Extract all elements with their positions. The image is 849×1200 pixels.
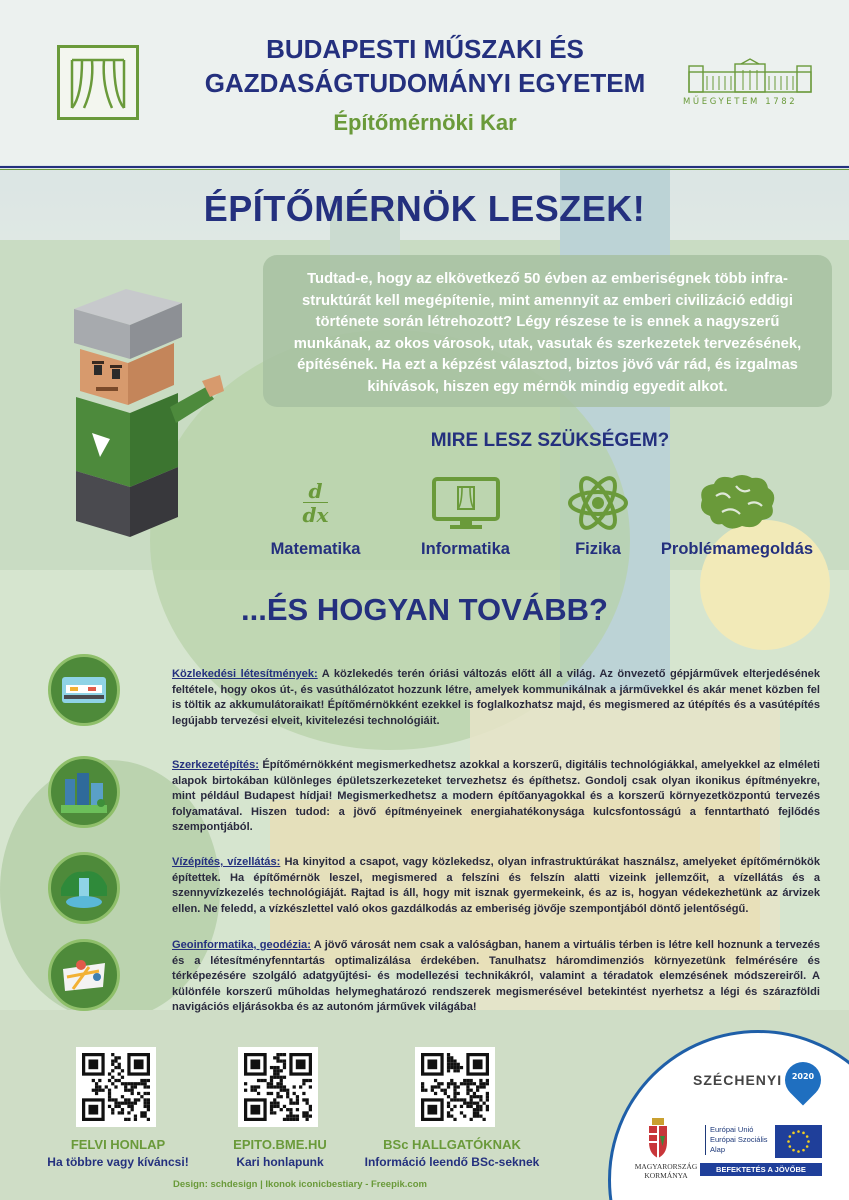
skill-label: Problémamegoldás bbox=[660, 540, 814, 558]
header-divider-secondary bbox=[0, 169, 849, 170]
faculty-name: Építőmérnöki Kar bbox=[333, 110, 517, 135]
skill-label: Fizika bbox=[575, 540, 621, 558]
topic-body: A jövő városát nem csak a valóságban, hanem a virtuális térben is létre kell hoznunk a tervezés és a létesítményfenntartás optimalizálása érdekében. Tanulhatsz háromdimenziós környezetünk felmérésére és térképezésére szolgáló adatgyűjtési- és modellezési technikákról, valamint a téradatok elemzésének módszereiről. A különféle korszerű műholdas helymeghatározó rendszerek megismerésével betekintést nyerhetsz a légi és szárazföldi navigációs eljárásokba és az autonóm járművek világába! bbox=[172, 939, 820, 1014]
topic-body: Ha kinyitod a csapot, vagy közlekedsz, olyan infrastruktúrákat használsz, amelyeket építőmérnökök építettek. Ha építőmérnök leszel, megismered a felszíni és felszín alatti vizeink jellemzőit, a vízellátás és a szennyvízkezelés technológiáját. Rajtad is áll, hogy mit isznak gyermekeink, és az is, hogyan védekezhetünk az árvizek ellen. Ne feledd, a vízkészlettel való okos gazdálkodás az emberiség jövője szempontjából döntő jelentőségű. bbox=[172, 856, 821, 915]
slogan-banner: BEFEKTETÉS A JÖVŐBE bbox=[700, 1163, 822, 1176]
university-building-icon bbox=[685, 58, 815, 94]
topic-heading: Vízépítés, vízellátás: bbox=[172, 856, 281, 868]
waterfall-icon bbox=[48, 852, 120, 924]
topic-geoinformatics bbox=[172, 938, 820, 1016]
section-title: ...ÉS HOGYAN TOVÁBB? bbox=[241, 592, 608, 627]
engineer-character-illustration bbox=[66, 287, 256, 547]
skill-problem-solving bbox=[647, 472, 827, 559]
topic-traffic bbox=[172, 667, 820, 729]
skill-mathematics bbox=[258, 472, 373, 559]
university-name: BUDAPESTI MŰSZAKI ÉS GAZDASÁGTUDOMÁNYI EGYETEM bbox=[204, 34, 646, 98]
atom-icon bbox=[566, 472, 630, 534]
topic-heading: Szerkezetépítés: bbox=[172, 759, 259, 771]
qr-code-felvi[interactable] bbox=[76, 1047, 156, 1127]
topic-body: Építőmérnökként megismerkedhetsz azokkal a korszerű, digitális technológiákkal, amelyekkel az elméleti alapok birtokában különleges épületszerkezeteket tervezhetsz és építhetsz. Gondolj csak olyan ikonikus építményekre, mint például Budapest hídjai! Megismerkedhetsz a modern építőanyagokkal és a korszerű környezetközpontú tervezés folyamatával. Hiszen tudod: a jövő építményeinek energiahatékonysága kulcsfontosságú a fenntartható fejlődés szempontjából. bbox=[172, 759, 820, 834]
skill-informatics bbox=[408, 472, 523, 559]
building-caption: MŰEGYETEM 1782 bbox=[683, 97, 798, 107]
page-title: ÉPÍTŐMÉRNÖK LESZEK! bbox=[203, 188, 646, 229]
qr-subtitle-kari: Kari honlapunk bbox=[236, 1155, 324, 1169]
qr-code-bsc[interactable] bbox=[415, 1047, 495, 1127]
intro-text: Tudtad-e, hogy az elkövetkező 50 évben az emberiségnek több infrastruktúrát kell megépítenie, mint amennyit az emberi civilizáció eddigi története során létrehozott? Légy részese te is ennek a nagyszerű munkának, az okos városok, utak, vasutak és szerkezetek tervezésének, építésének. Ha ezt a képzést választod, biztos jövő vár rád, és izgalmas kihívások, hiszen egy mérnök mindig egyedit alkot. bbox=[293, 271, 802, 395]
qr-title-felvi: FELVI HONLAP bbox=[70, 1137, 166, 1152]
map-icon bbox=[48, 939, 120, 1011]
skill-label: Informatika bbox=[421, 540, 510, 558]
intro-box bbox=[263, 255, 832, 407]
qr-subtitle-felvi: Ha többre vagy kíváncsi! bbox=[47, 1155, 189, 1169]
eu-fund-label: Európai Unió Európai Szociális Alap bbox=[705, 1125, 768, 1155]
topic-body: A közlekedés terén óriási változás előtt áll a világ. Az önvezető gépjárművek elterjedésének feltétele, hogy okos út-, és vasúthálózatot hozzunk létre, amelyek kommunikálnak a járművekkel és akár menet közben fel is töltik az akkumulátoraikat! Építőmérnökként ezekkel is foglalkozhatsz majd, és megismered az útépítés és a vasútépítés legújabb tervezési elveit, kivitelezési technológiáit. bbox=[172, 668, 820, 727]
city-icon bbox=[48, 756, 120, 828]
qr-code-kari[interactable] bbox=[238, 1047, 318, 1127]
coat-of-arms-icon bbox=[647, 1118, 669, 1158]
qr-title-kari: EPITO.BME.HU bbox=[233, 1137, 327, 1152]
brain-icon bbox=[696, 472, 778, 534]
skill-label: Matematika bbox=[270, 540, 361, 558]
government-label: MAGYARORSZÁG KORMÁNYA bbox=[634, 1162, 698, 1180]
design-credit: Design: schdesign | Ikonok iconicbestiary - Freepik.com bbox=[173, 1179, 427, 1190]
qr-subtitle-bsc: Információ leendő BSc-seknek bbox=[364, 1155, 540, 1169]
monitor-icon bbox=[430, 475, 502, 531]
topic-heading: Közlekedési létesítmények: bbox=[172, 668, 318, 680]
faculty-logo bbox=[57, 45, 139, 120]
skills-title: MIRE LESZ SZÜKSÉGEM? bbox=[430, 430, 670, 451]
topic-heading: Geoinformatika, geodézia: bbox=[172, 939, 311, 951]
eu-flag-icon bbox=[775, 1125, 822, 1158]
traffic-icon bbox=[48, 654, 120, 726]
derivative-icon: $\frac{d}{dx}$ bbox=[302, 479, 329, 527]
szechenyi-logo-text: SZÉCHENYI bbox=[693, 1072, 783, 1088]
skill-physics bbox=[553, 472, 643, 559]
topic-structures bbox=[172, 758, 820, 836]
topic-water bbox=[172, 855, 820, 917]
szechenyi-year: 2020 bbox=[791, 1072, 815, 1081]
qr-title-bsc: BSc HALLGATÓKNAK bbox=[383, 1137, 521, 1152]
header-divider bbox=[0, 166, 849, 168]
